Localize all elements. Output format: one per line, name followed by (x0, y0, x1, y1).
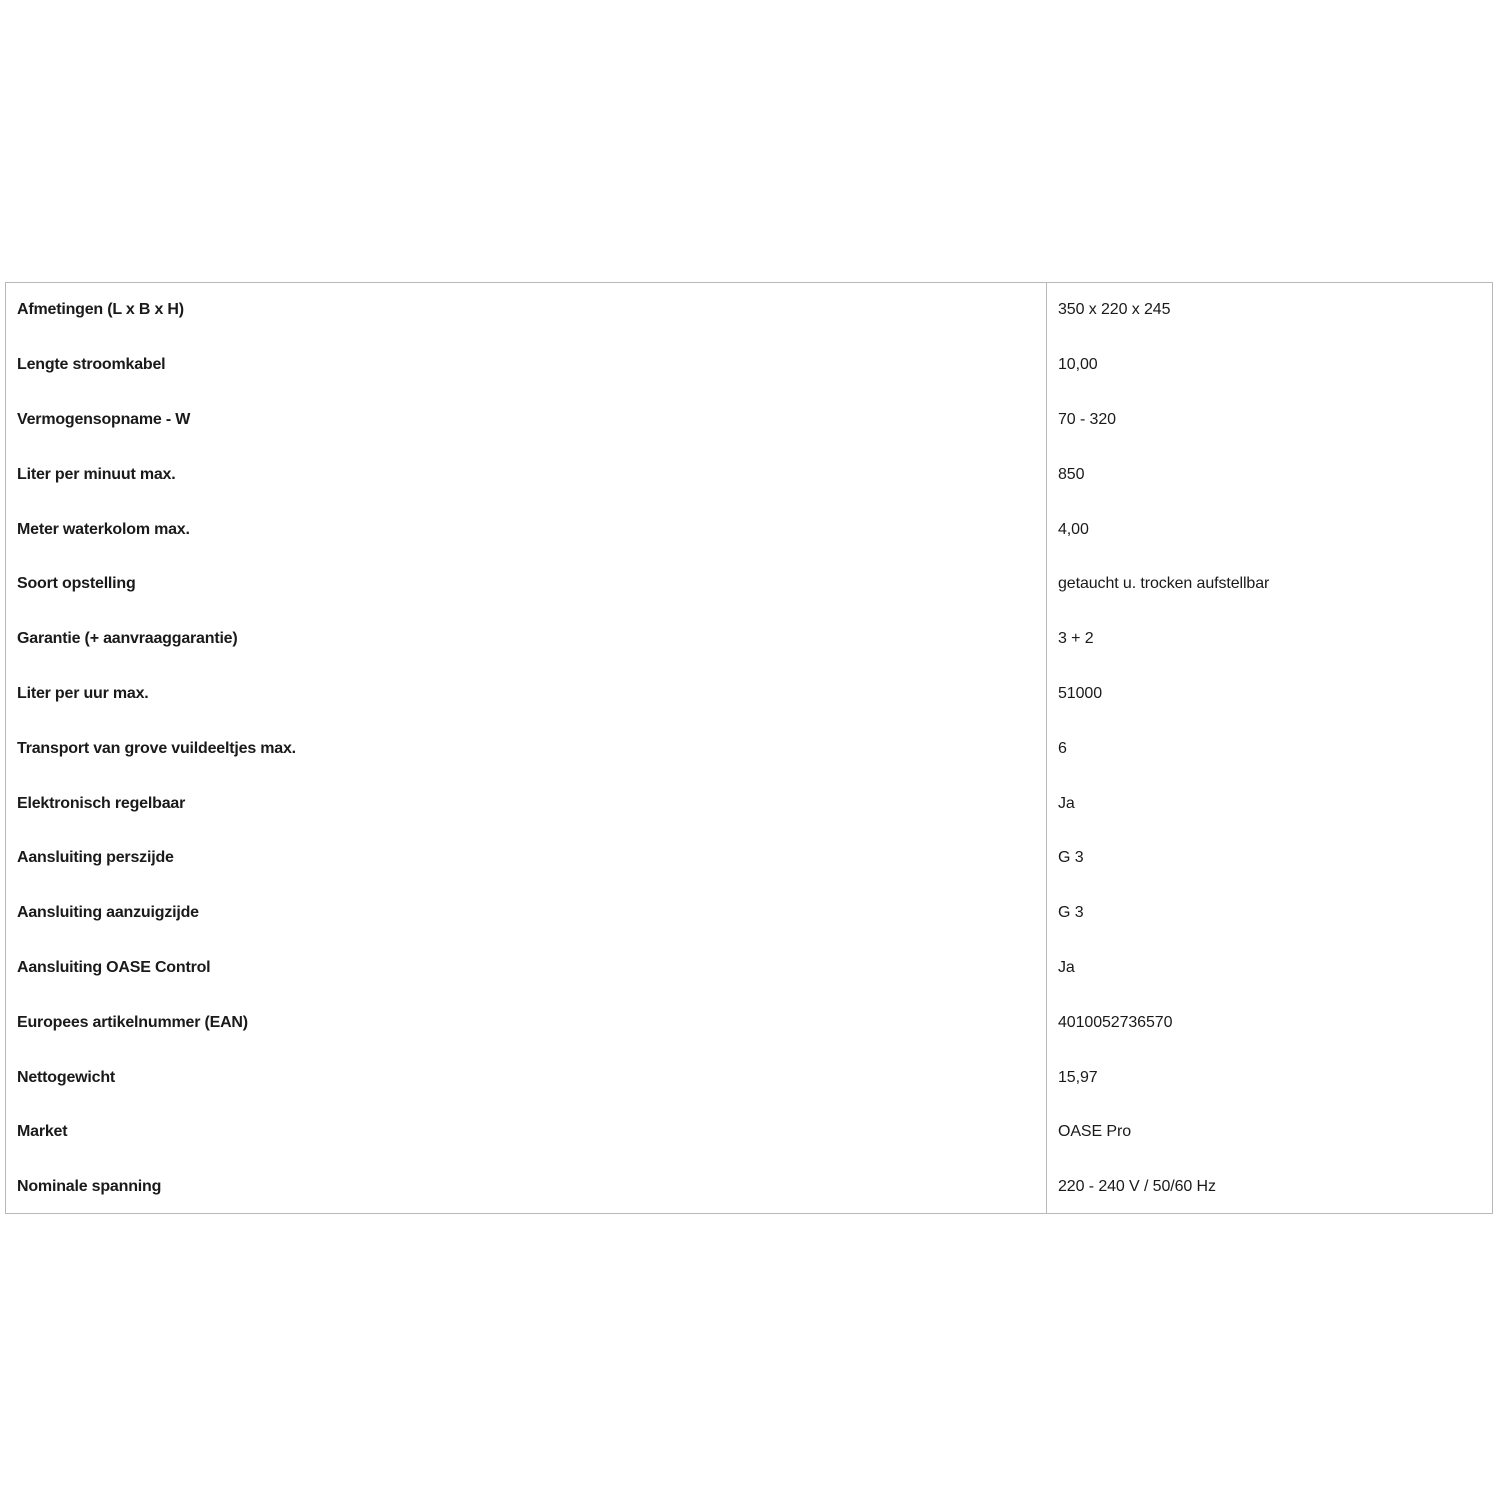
spec-value: 4,00 (1058, 520, 1089, 538)
spec-value: 220 - 240 V / 50/60 Hz (1058, 1178, 1216, 1196)
spec-value: G 3 (1058, 904, 1084, 922)
spec-row (6, 667, 1492, 722)
column-divider (1046, 283, 1047, 1213)
spec-row (6, 831, 1492, 886)
spec-value: Ja (1058, 794, 1075, 812)
spec-row (6, 1105, 1492, 1160)
spec-value: 850 (1058, 465, 1085, 483)
spec-value: 3 + 2 (1058, 630, 1094, 648)
spec-label: Nominale spanning (17, 1178, 162, 1196)
spec-row (6, 1160, 1492, 1215)
spec-label: Soort opstelling (17, 575, 136, 593)
spec-value: 70 - 320 (1058, 410, 1116, 428)
spec-table (5, 282, 1493, 1214)
spec-label: Meter waterkolom max. (17, 520, 190, 538)
spec-value: 15,97 (1058, 1068, 1098, 1086)
spec-row (6, 776, 1492, 831)
spec-label: Nettogewicht (17, 1068, 116, 1086)
spec-rows (6, 283, 1492, 1215)
spec-row (6, 338, 1492, 393)
spec-row (6, 612, 1492, 667)
spec-value: 350 x 220 x 245 (1058, 301, 1171, 319)
spec-row (6, 941, 1492, 996)
spec-label: Aansluiting perszijde (17, 849, 174, 867)
spec-row (6, 721, 1492, 776)
spec-label: Liter per minuut max. (17, 465, 176, 483)
spec-row (6, 557, 1492, 612)
spec-label: Transport van grove vuildeeltjes max. (17, 739, 296, 757)
spec-row (6, 502, 1492, 557)
spec-label: Europees artikelnummer (EAN) (17, 1013, 248, 1031)
spec-label: Liter per uur max. (17, 684, 149, 702)
spec-value: OASE Pro (1058, 1123, 1132, 1141)
spec-value: Ja (1058, 958, 1075, 976)
spec-label: Afmetingen (L x B x H) (17, 301, 184, 319)
spec-value: G 3 (1058, 849, 1084, 867)
spec-row (6, 1050, 1492, 1105)
spec-label: Lengte stroomkabel (17, 356, 166, 374)
spec-value: 51000 (1058, 684, 1102, 702)
spec-label: Vermogensopname - W (17, 410, 191, 428)
spec-label: Elektronisch regelbaar (17, 794, 186, 812)
spec-label: Aansluiting OASE Control (17, 958, 211, 976)
spec-value: 6 (1058, 739, 1067, 757)
spec-row (6, 447, 1492, 502)
spec-row (6, 393, 1492, 448)
spec-row (6, 886, 1492, 941)
spec-value: getaucht u. trocken aufstellbar (1058, 575, 1270, 593)
spec-value: 4010052736570 (1058, 1013, 1173, 1031)
spec-row (6, 995, 1492, 1050)
spec-label: Market (17, 1123, 68, 1141)
spec-label: Garantie (+ aanvraaggarantie) (17, 630, 238, 648)
spec-label: Aansluiting aanzuigzijde (17, 904, 199, 922)
spec-row (6, 283, 1492, 338)
spec-value: 10,00 (1058, 356, 1098, 374)
